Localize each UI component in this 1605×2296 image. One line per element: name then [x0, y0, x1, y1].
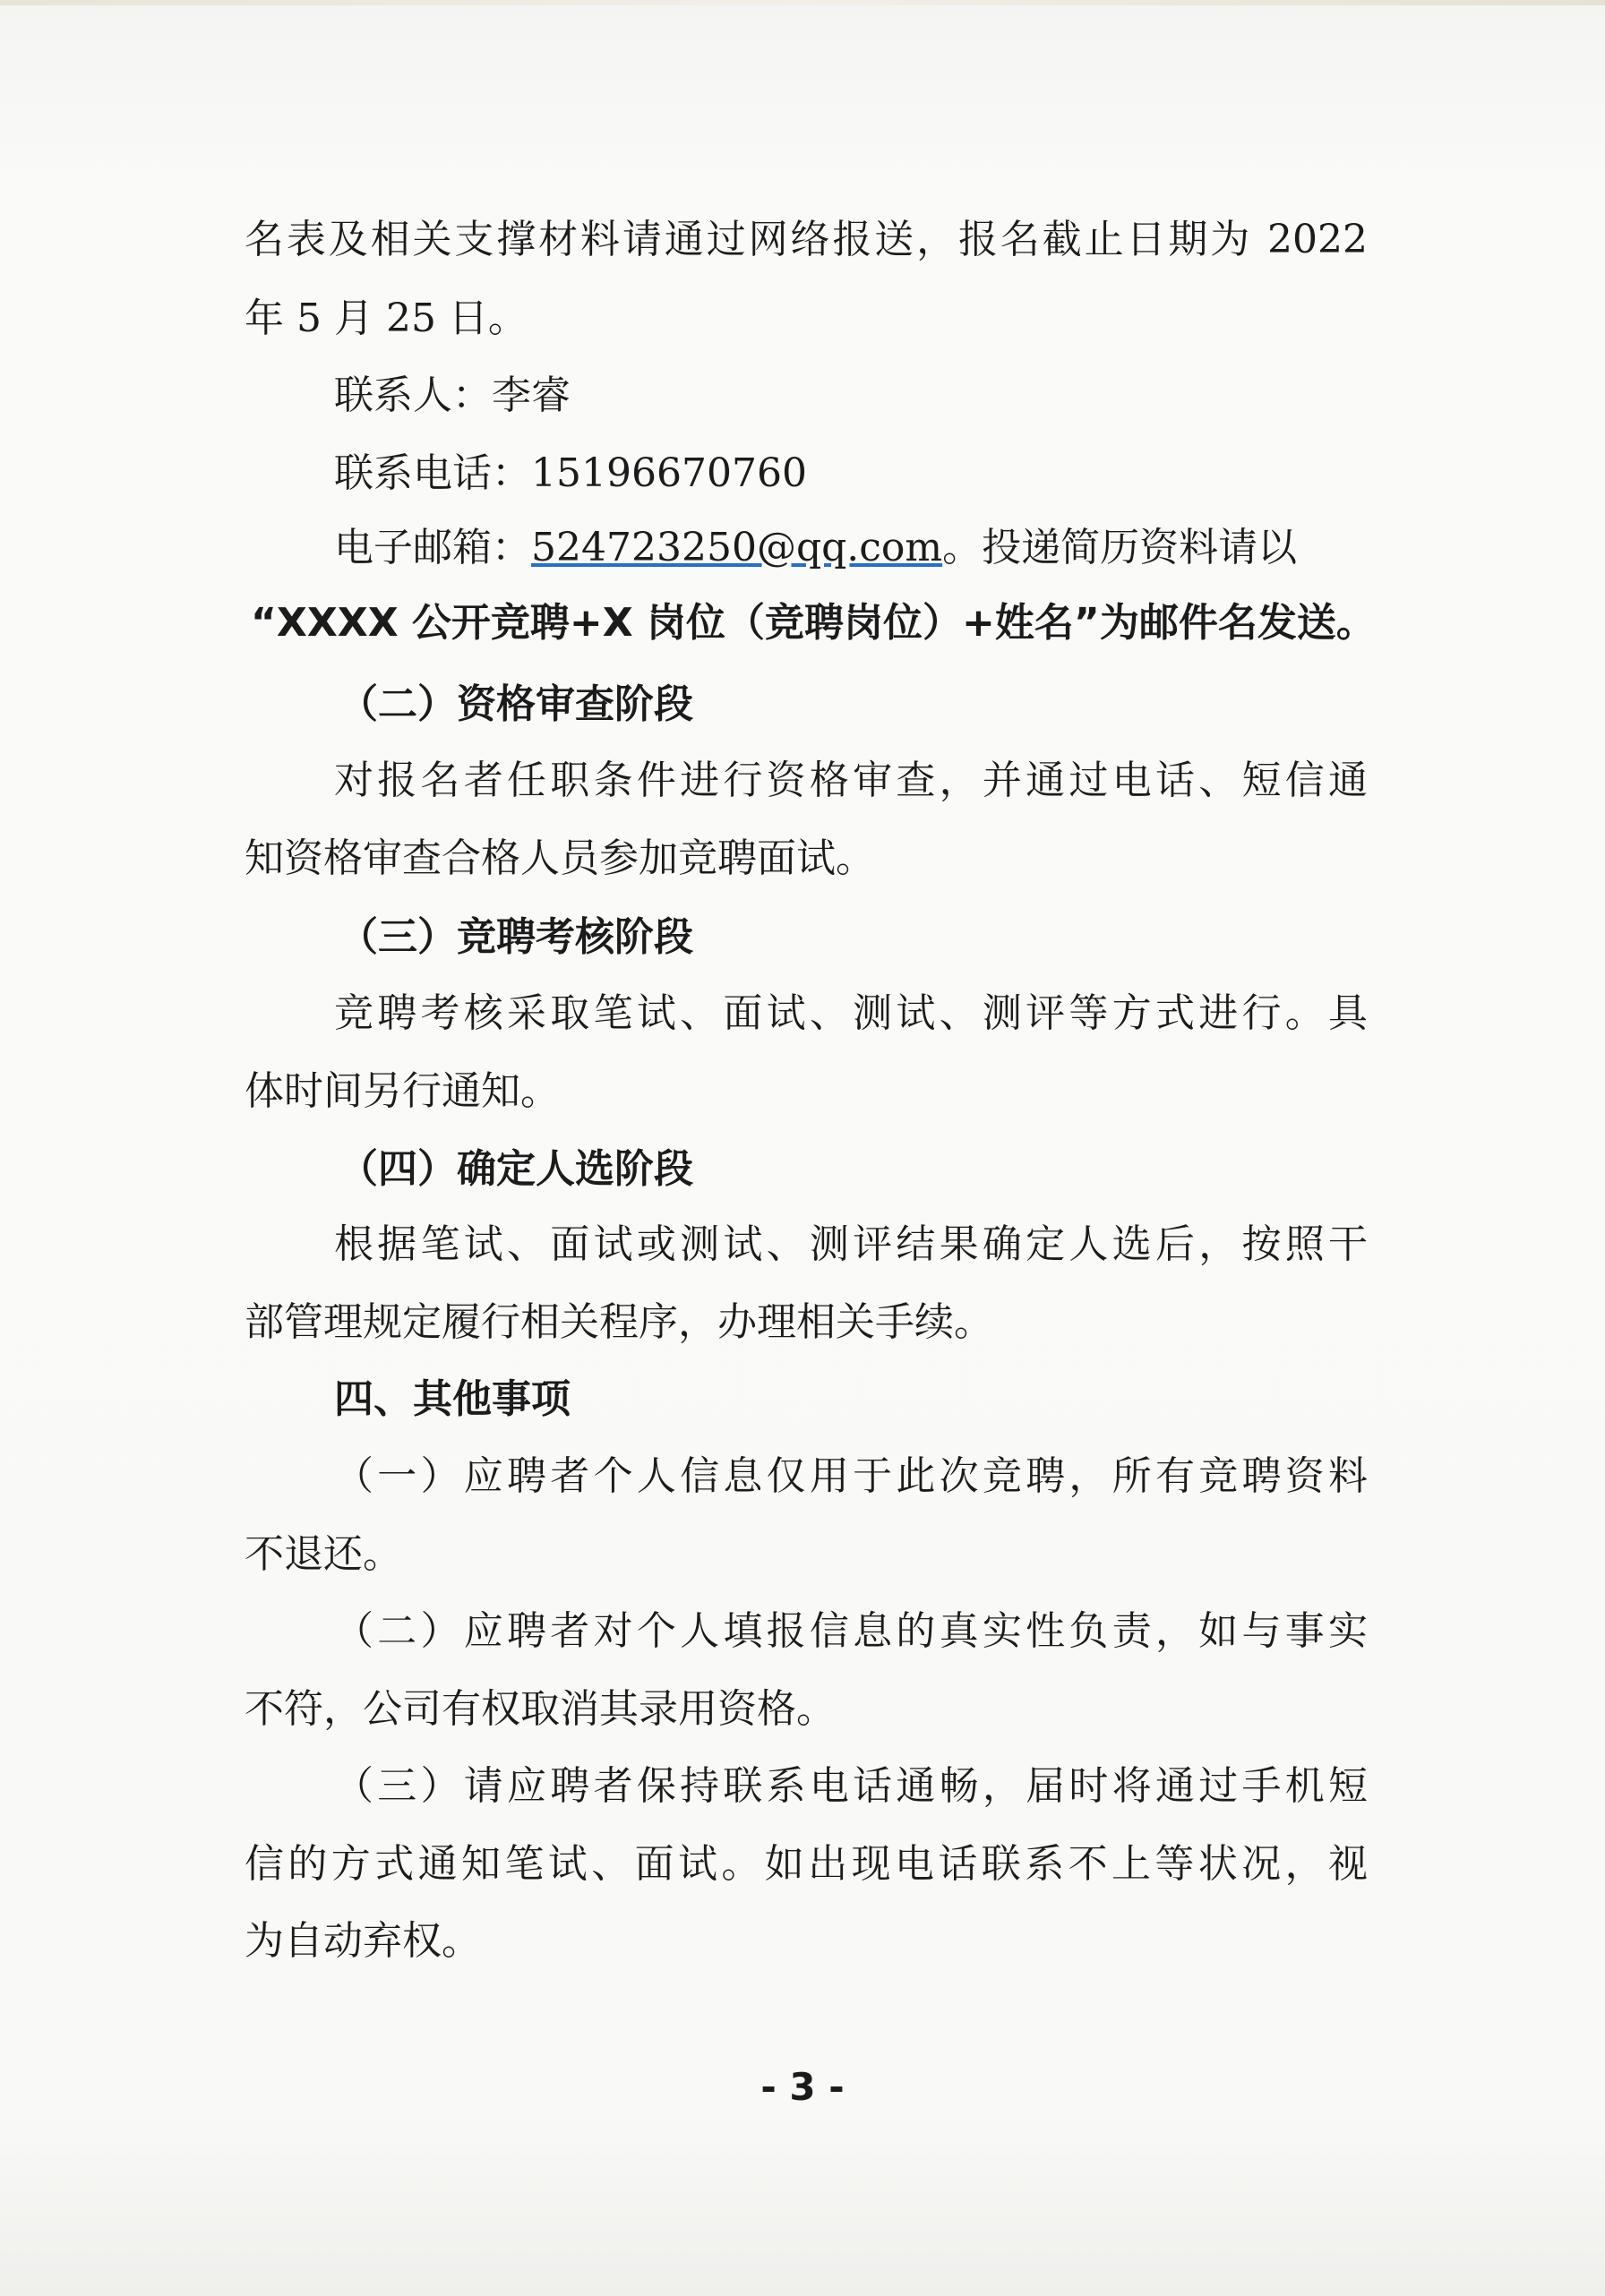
paragraph-line: 部管理规定履行相关程序，办理相关手续。 [245, 1299, 993, 1345]
email-label: 电子邮箱： [334, 525, 531, 570]
paragraph-line: 对报名者任职条件进行资格审查，并通过电话、短信通 [334, 758, 1368, 803]
page-top-edge [0, 0, 1605, 5]
paragraph-line: 知资格审查合格人员参加竞聘面试。 [245, 835, 875, 881]
paragraph-line: 名表及相关支撑材料请通过网络报送，报名截止日期为 2022 [245, 217, 1368, 262]
page-number: - 3 - [760, 2065, 845, 2109]
paragraph-line: 信的方式通知笔试、面试。如出现电话联系不上等状况，视 [245, 1841, 1368, 1887]
contact-email-line [334, 525, 1298, 570]
paragraph-line [251, 600, 1376, 646]
section-heading-other-matters: 四、其他事项 [334, 1376, 571, 1422]
paragraph-line: 根据笔试、面试或测试、测评结果确定人选后，按照干 [334, 1221, 1368, 1267]
paragraph-line: 不退还。 [245, 1531, 402, 1577]
contact-person: 联系人：李睿 [334, 373, 571, 418]
section-heading-assessment: （三）竞聘考核阶段 [339, 914, 693, 960]
email-link[interactable]: 524723250@qq.com [531, 525, 943, 570]
email-suffix: 。投递简历资料请以 [942, 525, 1298, 570]
section-heading-selection: （四）确定人选阶段 [339, 1146, 693, 1192]
contact-phone: 联系电话：15196670760 [334, 450, 807, 496]
paragraph-line: （三）请应聘者保持联系电话通畅，届时将通过手机短 [334, 1763, 1368, 1809]
paragraph-line: 为自动弃权。 [245, 1918, 481, 1964]
paragraph-line: 竞聘考核采取笔试、面试、测试、测评等方式进行。具 [334, 990, 1368, 1036]
email-subject-format: “XXXX 公开竞聘+X 岗位（竞聘岗位）+姓名”为邮件名发送。 [251, 600, 1376, 646]
paragraph-line: （二）应聘者对个人填报信息的真实性负责，如与事实 [334, 1608, 1368, 1654]
paragraph-line: 体时间另行通知。 [245, 1068, 560, 1114]
paragraph-line: （一）应聘者个人信息仅用于此次竞聘，所有竞聘资料 [334, 1453, 1368, 1499]
section-heading-qualification: （二）资格审查阶段 [339, 681, 693, 727]
paragraph-line: 年 5 月 25 日。 [245, 296, 528, 341]
paragraph-line: 不符，公司有权取消其录用资格。 [245, 1686, 836, 1732]
